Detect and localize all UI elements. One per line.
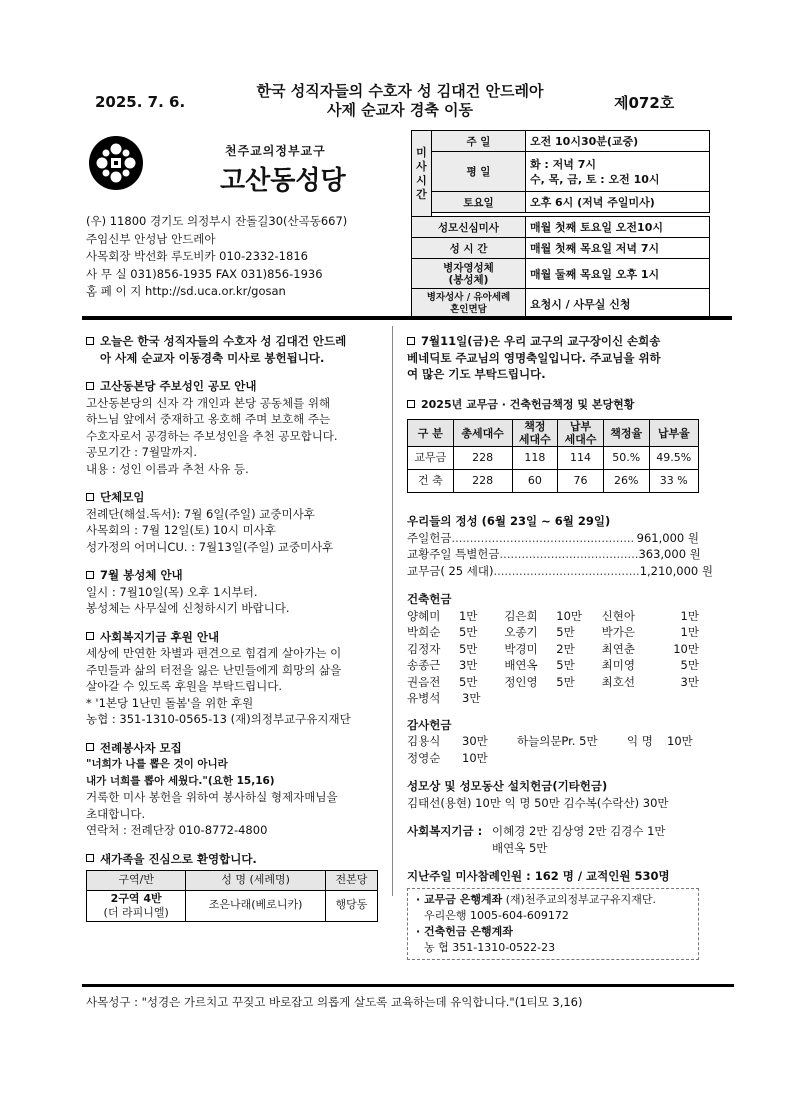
footer-divider <box>82 984 734 987</box>
notice-welfare: 사회복지기금 후원 안내 세상에 만연한 차별과 편견으로 힘겹게 살아가는 이 주민들과 삶의 터전을 잃은 난민들에게 희망의 삶을 살아갈 수 있도록 후원을 부탁드립니다. * '1본당 1난민 돌봄'을 위한 후원 농협 : 351-1310-0565-13 (재)의정부교구유지재단 <box>86 629 351 726</box>
donor-name: 최연춘 <box>601 641 635 656</box>
parish-logo-icon <box>88 135 144 191</box>
bulletin-date: 2025. 7. 6. <box>95 93 186 111</box>
building-fund-row <box>407 690 699 707</box>
donation-amount: 1만 <box>458 608 478 623</box>
diocese-name: 천주교의정부교구 <box>225 144 326 158</box>
checkbox-icon <box>86 854 94 862</box>
donor-name: 유병석 <box>407 691 441 705</box>
parish-info <box>86 213 347 301</box>
donation-amount: 3만 <box>680 674 699 689</box>
donation-amount: 5만 <box>458 641 478 656</box>
donation-amount: 10만 <box>673 641 699 656</box>
notice-volunteer: 전례봉사자 모집 "너희가 나를 뽑은 것이 아니라 내가 너희를 뽑아 세웠다."(요한 15,16) 거룩한 미사 봉헌을 위하여 봉사하실 형제자매님을 초대합니다. 연락처 : 전례단장 010-8772-4800 <box>86 740 338 837</box>
checkbox-icon <box>86 632 94 640</box>
statue-fund-section: 성모상 및 성모동산 설치헌금(기타헌금) 김태선(용현) 10만 익 명 50만 김수복(수락산) 30만 <box>407 779 669 810</box>
donation-amount: 2만 <box>556 641 575 656</box>
donor-name: 신현아 <box>601 608 635 623</box>
donation-amount: 5만 <box>556 658 575 672</box>
notice-bishop: 7월11일(금)은 우리 교구의 교구장이신 손희송 베네딕토 주교님의 영명축일입니다. 주교님을 위하 여 많은 기도 부탁드립니다. <box>407 334 661 381</box>
checkbox-icon <box>86 337 94 345</box>
donation-amount: 1만 <box>680 608 699 623</box>
donation-amount: 3만 <box>462 691 481 705</box>
building-fund-section: 건축헌금 양혜미 1만 김은희 10만 신현아 1만 박희순 5만 오종기 5만 박가은 1만 김정자 5만 박경미 2만 최연춘 10만 송종근 3만 배연옥 5만 최미영 5만 권음전 5만 정인영 5만 최호선 3만 유병석 3만 <box>407 592 699 705</box>
bank-accounts: · 교무금 은행계좌 (재)천주교의정부교구유지재단. 우리은행 1005-604-609172 · 건축헌금 은행계좌 농 협 351-1310-0522-23 <box>407 888 699 960</box>
notice-new-family: 새가족을 진심으로 환영합니다. 구역/반 성 명 (세례명) 전본당 2구역 4반 (더 라피니엘) 조은나래(베로니카) 행당동 <box>86 851 378 922</box>
building-fund-row <box>407 674 699 691</box>
bulletin-title: 한국 성직자들의 수호자 성 김대건 안드레아 사제 순교자 경축 이동 <box>256 82 544 119</box>
checkbox-icon <box>86 571 94 579</box>
donor-name: 오종기 <box>504 625 538 639</box>
notice-groups: 단체모임 전례단(해설.독서): 7월 6일(주일) 교중미사후 사목회의 : 7월 12일(토) 10시 미사후 성가정의 어머니CU. : 7월13일(주일) 교중미사후 <box>86 490 334 554</box>
header-divider <box>82 316 732 320</box>
donor-name: 김정자 <box>407 641 441 656</box>
thanks-section: 감사헌금 김용식 30만 하늘의문Pr. 5만 익 명 10만 정영순 10만 <box>407 717 693 765</box>
donor-name: 배연옥 <box>504 658 538 672</box>
donor-name: 권음전 <box>407 674 441 689</box>
homepage-link[interactable]: 홈 페 이 지 http://sd.uca.or.kr/gosan <box>86 284 286 298</box>
stats-table: 구 분 총세대수 책정 세대수 납부 세대수 책정율 납부율 교무금 228 118 114 50.% 49.5% 건 축 228 60 76 26% 33 % <box>407 419 699 493</box>
parish-name: 고산동성당 <box>220 166 346 196</box>
donor-name: 박경미 <box>504 641 538 656</box>
mass-side-label: 미 사 시 간 <box>412 131 432 217</box>
scripture-footer: 사목성구 : "성경은 가르치고 꾸짖고 바로잡고 의롭게 살도록 교육하는데 유익합니다."(1티모 3,16) <box>86 995 583 1009</box>
donation-amount: 1만 <box>680 625 699 639</box>
donation-amount: 3만 <box>458 658 478 672</box>
donation-amount: 5만 <box>680 658 699 672</box>
checkbox-icon <box>407 400 415 408</box>
donation-amount: 5만 <box>458 625 478 639</box>
mass-schedule-table: 미 사 시 간 주 일 오전 10시30분(교중) 평 일 화 : 저녁 7시 수, 목, 금, 토 : 오전 10시 토요일 오후 6시 (저녁 주일미사) 성모신심미사 매월 첫째 토요일 오전10시 성 시 간 매월 첫째 목요일 저녁 7시 병자영성체 (봉성체) 매월 둘째 목요일 오후 1시 병자성사 / 유아세례 혼인면담 요청시 / 사무실 신청 <box>411 130 710 319</box>
offering-section: 우리들의 정성 (6월 23일 ~ 6월 29일) 주일헌금 .................................................. 961,000 원 교황주일 특별헌금 ...................................... 363,000 원 교무금( 25 세대) ........................................ 1,210,000 원 <box>407 514 713 578</box>
donor-name: 송종근 <box>407 658 441 672</box>
new-family-table: 구역/반 성 명 (세례명) 전본당 2구역 4반 (더 라피니엘) 조은나래(베로니카) 행당동 <box>86 870 378 922</box>
office-contact: 사 무 실 031)856-1935 FAX 031)856-1936 <box>86 266 323 281</box>
column-divider <box>392 326 393 896</box>
offering-item: 주일헌금 .................................................. 961,000 원 <box>407 530 699 545</box>
building-fund-row <box>407 624 699 641</box>
donation-amount: 5만 <box>556 625 575 639</box>
offering-item: 교황주일 특별헌금 ...................................... 363,000 원 <box>407 547 701 561</box>
building-fund-list <box>407 608 699 707</box>
notice-patron-saint: 고산동본당 주보성인 공모 안내 고산동본당의 신자 각 개인과 본당 공동체를 위해 하느님 앞에서 중재하고 옹호해 주며 보호해 주는 수호자로서 공경하는 주보성인을 추천 공모합니다. 공모기간 : 7월말까지. 내용 : 성인 이름과 추천 사유 등. <box>86 379 338 476</box>
checkbox-icon <box>86 743 94 751</box>
donor-name: 김은희 <box>504 608 538 623</box>
stats-row: 건 축 228 60 76 26% 33 % <box>408 470 699 493</box>
donation-amount: 5만 <box>458 674 478 689</box>
stats-row: 교무금 228 118 114 50.% 49.5% <box>408 447 699 470</box>
attendance: 지난주일 미사참례인원 : 162 명 / 교적인원 530명 <box>407 869 670 883</box>
donor-name: 박가은 <box>601 625 635 639</box>
building-fund-row <box>407 608 699 625</box>
donor-name: 최호선 <box>601 674 635 689</box>
donation-amount: 5만 <box>556 674 575 689</box>
pastor: 주임신부 안성남 안드레아 <box>86 231 216 246</box>
building-fund-row <box>407 657 699 674</box>
checkbox-icon <box>407 337 415 345</box>
notice-feast: 오늘은 한국 성직자들의 수호자 성 김대건 안드레 아 사제 순교자 이동경축 미사로 봉헌됩니다. <box>86 333 378 366</box>
checkbox-icon <box>86 382 94 390</box>
welfare-fund-section: 사회복지기금 : 이혜경 2만 김상영 2만 김경수 1만 배연옥 5만 <box>407 824 666 855</box>
donation-amount: 10만 <box>556 608 583 623</box>
donor-name: 정인영 <box>504 674 538 689</box>
donor-name: 최미영 <box>601 658 635 672</box>
address: (우) 11800 경기도 의정부시 잔돌길30(산곡동667) <box>86 214 348 228</box>
issue-number: 제072호 <box>614 94 675 112</box>
building-fund-row <box>407 641 699 658</box>
notice-communion: 7월 봉성체 안내 일시 : 7월10일(목) 오후 1시부터. 봉성체는 사무실에 신청하시기 바랍니다. <box>86 568 290 615</box>
right-column <box>407 333 713 960</box>
council-president: 사목회장 박선화 루도비카 010-2332-1816 <box>86 249 308 263</box>
checkbox-icon <box>86 493 94 501</box>
donor-name: 양혜미 <box>407 608 441 623</box>
left-column <box>86 333 378 922</box>
donor-name: 박희순 <box>407 625 441 639</box>
stats-section: 2025년 교무금 · 건축헌금책정 및 본당현황 구 분 총세대수 책정 세대수 납부 세대수 책정율 납부율 교무금 228 118 114 50.% 49.5% 건 축 228 60 76 26% 33 % <box>407 397 699 494</box>
offering-item: 교무금( 25 세대) ........................................ 1,210,000 원 <box>407 563 713 578</box>
